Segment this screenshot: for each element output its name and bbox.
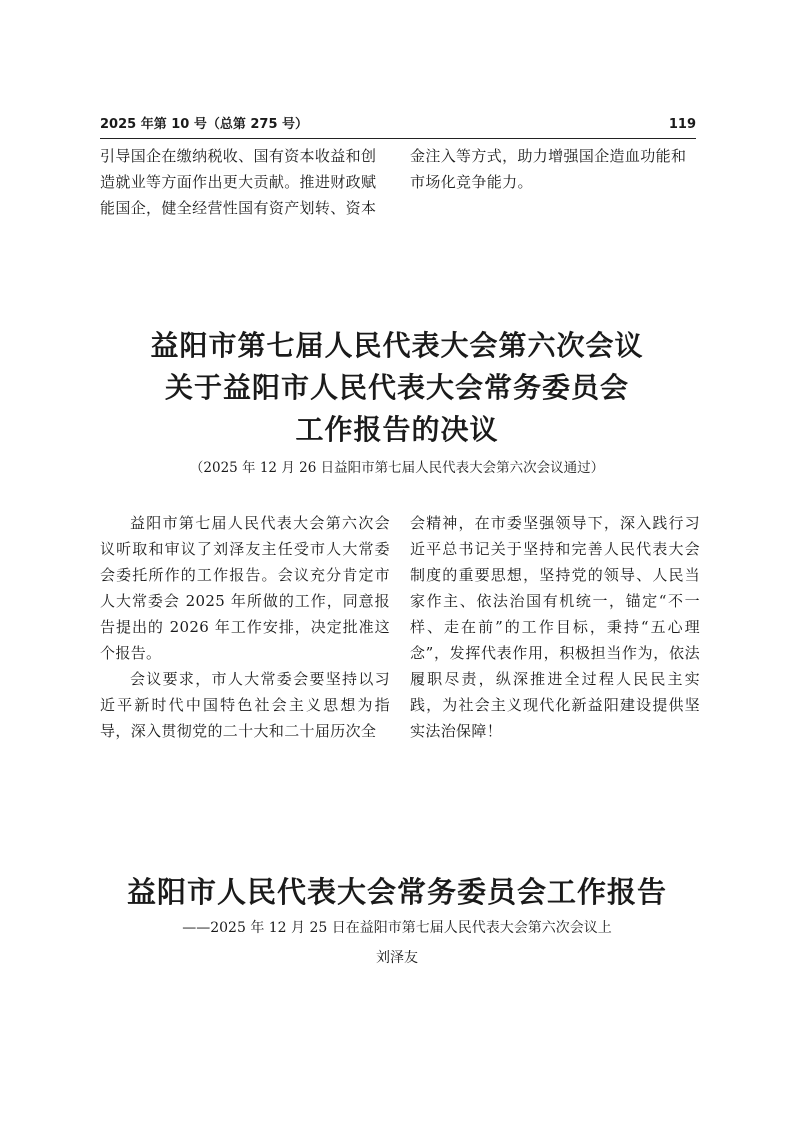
text-line: 引导国企在缴纳税收、国有资本收益和创 [100,147,377,165]
issue-label: 2025 年第 10 号（总第 275 号） [100,117,309,132]
resolution-right-column [410,510,700,744]
text-line: 金注入等方式，助力增强国企造血功能和 [410,147,687,165]
paragraph: 益阳市第七届人民代表大会第六次会议听取和审议了刘泽友主任受市人大常委会委托所作的工作报告。会议充分肯定市人大常委会 2025 年所做的工作，同意报告提出的 2026 年工作安排，决定批准这个报告。 [100,514,390,662]
resolution-title [0,325,794,451]
paragraph: 会议要求，市人大常委会要坚持以习近平新时代中国特色社会主义思想为指导，深入贯彻党的二十大和二十届历次全 [100,670,390,740]
resolution-title-line: 工作报告的决议 [295,413,499,446]
resolution-title-line: 益阳市第七届人民代表大会第六次会议 [150,329,644,362]
header-divider [100,138,696,139]
resolution-title-line: 关于益阳市人民代表大会常务委员会 [164,371,629,404]
report-author: 刘泽友 [376,950,418,966]
page-number: 119 [668,117,696,132]
text-line: 造就业等方面作出更大贡献。推进财政赋 [100,173,377,191]
text-line: 能国企，健全经营性国有资产划转、资本 [100,199,377,217]
resolution-left-column [100,510,390,744]
report-subtitle: ——2025 年 12 月 25 日在益阳市第七届人民代表大会第六次会议上 [182,920,612,936]
previous-article-left-column [100,143,390,221]
resolution-subtitle: （2025 年 12 月 26 日益阳市第七届人民代表大会第六次会议通过） [189,460,605,476]
page-header [100,116,696,134]
previous-article-right-column [410,143,700,195]
paragraph: 会精神，在市委坚强领导下，深入践行习近平总书记关于坚持和完善人民代表大会制度的重要思想，坚持党的领导、人民当家作主、依法治国有机统一，锚定“不一样、走在前”的工作目标，秉持“五心理念”，发挥代表作用，积极担当作为，依法履职尽责，纵深推进全过程人民民主实践，为社会主义现代化新益阳建设提供坚实法治保障！ [410,514,700,740]
text-line: 市场化竞争能力。 [410,173,533,191]
report-title: 益阳市人民代表大会常务委员会工作报告 [126,875,667,909]
